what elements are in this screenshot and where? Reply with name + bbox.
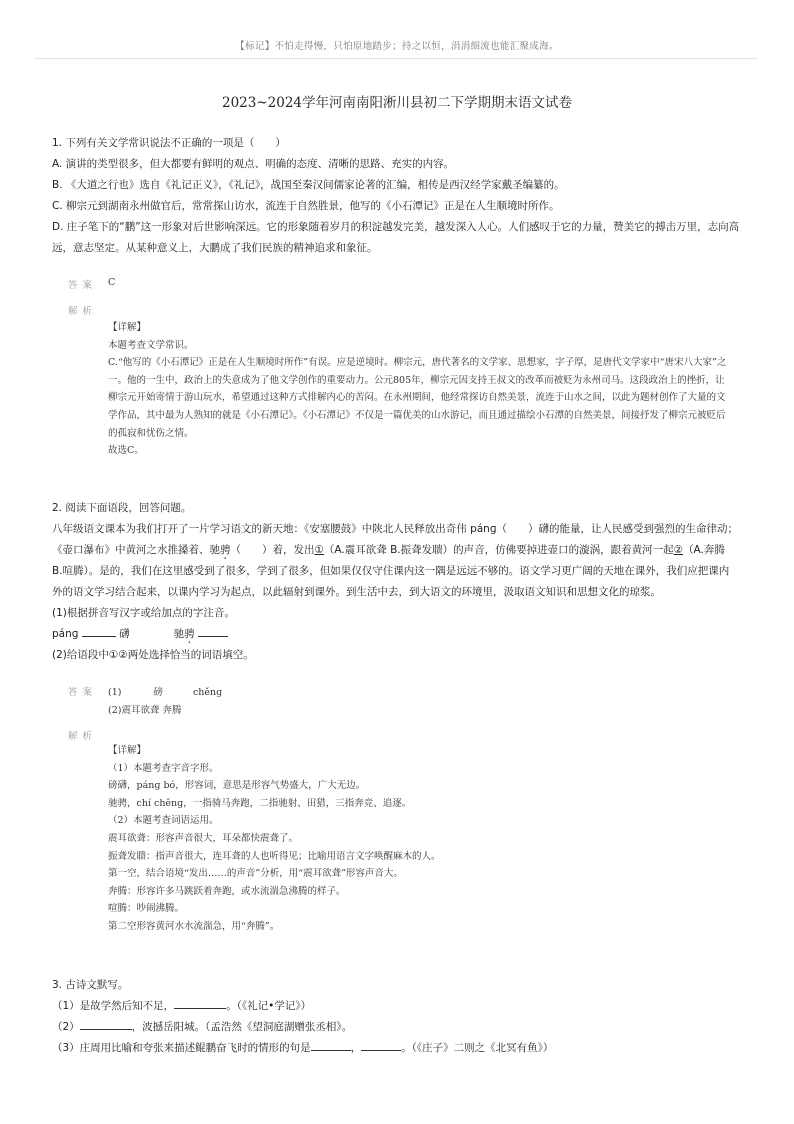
blank-marker-2: ②: [673, 544, 684, 556]
explanation-line: 震耳欲聋：形容声音很大，耳朵都快震聋了。: [108, 832, 299, 844]
answer-text: chěnɡ: [192, 687, 223, 698]
prompt-text: （1）是故学然后知不足，: [52, 1000, 175, 1012]
q2-sub-question-1: (1)根据拼音写汉字或给加点的字注音。: [52, 607, 235, 619]
q2-explanation: [108, 742, 728, 936]
dotted-char: 骋: [220, 544, 231, 556]
q3-line-3: [52, 1038, 553, 1059]
pinyin-prompt: pánɡ: [52, 628, 79, 640]
q1-option-b: B. 《大道之行也》选自《礼记正义》，《礼记》，战国至秦汉间儒家论著的汇编，相传是西汉经学家戴圣编纂的。: [52, 179, 565, 191]
q1-answer-label: 答案: [68, 280, 98, 291]
paragraph-text: （A.震耳欲聋 B.振聋发聩）的声音，仿佛要掉进壶口的漩涡，跟着黄河一起: [323, 544, 674, 556]
q2-stem: 2. 阅读下面语段，回答问题。: [52, 502, 192, 514]
header-motto: 【标记】不怕走得慢，只怕原地踏步；持之以恒，涓涓细流也能汇聚成海。: [235, 41, 559, 52]
explanation-line: 第二空形容黄河水水流湍急，用“奔腾”。: [108, 920, 280, 932]
q1-analysis-label: 解析: [68, 306, 98, 317]
q2-paragraph-line: B.喧腾）。是的，我们在这里感受到了很多，学到了很多，但如果仅仅守住课内这一隅是远远不够的。语文学习更广阔的天地在课外，我们应把课内: [52, 565, 730, 577]
answer-blank[interactable]: [82, 624, 116, 637]
q1-option-d: D. 庄子笔下的“鹏”这一形象对后世影响深远。它的形象随着岁月的积淀越发完美，越发深入人心。人们感叹于它的力量，赞美它的搏击万里，志向高远，意志坚定。从某种意义上，大鹏成了我们民族的精神追求和象征。: [52, 221, 740, 254]
detail-heading: 【详解】: [108, 322, 147, 333]
detail-heading: 【详解】: [108, 745, 147, 756]
q2-answer-2: (2)震耳欲聋 奔腾: [108, 705, 182, 716]
q2-answer-label: 答案: [68, 687, 98, 698]
q2-paragraph-line: [52, 540, 725, 562]
explanation-line: （2）本题考查词语运用。: [108, 815, 219, 827]
q2-sub-question-2: (2)给语段中①②两处选择恰当的词语填空。: [52, 649, 254, 661]
q1-stem: 1. 下列有关文学常识说法不正确的一项是（ ）: [52, 137, 286, 149]
answer-blank[interactable]: [311, 1038, 351, 1051]
prompt-text: 。（《庄子》二则之《北冥有鱼》）: [401, 1042, 554, 1054]
q3-line-1: [52, 996, 311, 1017]
answer-number: (1): [108, 687, 122, 698]
dotted-char: 骋: [184, 628, 195, 640]
q2-paragraph-line: 外的语文学习结合起来，以课内学习为起点，以此辐射到课外。到生活中去，到大语文的环境里，汲取语文知识和思想文化的琼浆。: [52, 586, 661, 598]
q3-line-2: [52, 1017, 352, 1038]
blank-marker-1: ①: [314, 544, 324, 556]
answer-blank[interactable]: [198, 624, 228, 637]
explanation-line: 故选C。: [108, 445, 144, 457]
answer-blank[interactable]: [80, 1017, 132, 1030]
paragraph-text: （A.奔腾: [683, 544, 725, 556]
explanation-line: C.“他写的《小石潭记》正是在人生顺境时所作”有误。应是逆境时。柳宗元，唐代著名的文学家、思想家，字子厚，是唐代文学家中“唐宋八大家”之一。他的一生中，政治上的失意成为了他文学创作的重要动力。公元805年，柳宗元因支持王叔文的改革而被贬为永州司马。这段政治上的挫折，让柳宗元开始寄情于游山玩水，希望通过这种方式排解内心的苦闷。在永州期间，他经常探访自然美景，流连于山水之间，以此为题材创作了大量的文学作品，其中最为人熟知的就是《小石潭记》。《小石潭记》不仅是一篇优美的山水游记，而且通过描绘小石潭的自然美景，间接抒发了柳宗元被贬后的孤寂和忧伤之情。: [108, 357, 727, 439]
prompt-text: ，波撼岳阳城。（孟浩然《望洞庭湖赠张丞相》。: [131, 1021, 353, 1033]
page-title: 2023~2024学年河南南阳淅川县初二下学期期末语文试卷: [221, 95, 573, 111]
explanation-line: 喧腾：吵闹沸腾。: [108, 903, 185, 915]
paragraph-text: 《壶口瀑布》中黄河之水推搡着、驰: [52, 544, 220, 556]
explanation-line: （1）本题考查字音字形。: [108, 762, 219, 774]
explanation-line: 第一空，结合语境“发出……的声音”分析，用“震耳欲聋”形容声音大。: [108, 868, 403, 880]
q2-paragraph-line: 八年级语文课本为我们打开了一片学习语文的新天地：《安塞腰鼓》中陕北人民释放出奇伟 pánɡ（ ）礴的能量，让人民感受到强烈的生命律动；: [52, 523, 739, 535]
explanation-line: 驰骋，chí chěnɡ，一指骑马奔跑，二指驰射、田猎，三指奔竞、追逐。: [108, 797, 412, 809]
char-prompt: 礴: [119, 628, 130, 640]
prompt-text: 。（《礼记•学记》）: [226, 1000, 312, 1012]
paragraph-text: （ ）着，发出: [230, 544, 315, 556]
answer-blank[interactable]: [361, 1038, 401, 1051]
prompt-text: （2）: [52, 1021, 80, 1033]
q1-option-c: C. 柳宗元到湖南永州做官后，常常探山访水，流连于自然胜景，他写的《小石潭记》正是在人生顺境时所作。: [52, 200, 560, 212]
prompt-text: ，: [350, 1042, 362, 1054]
header-divider: [34, 58, 758, 59]
prompt-text: （3）庄周用比喻和夸张来描述鲲鹏奋飞时的情形的句是: [52, 1042, 311, 1054]
q2-fill-line: [52, 624, 228, 646]
q1-explanation: [108, 319, 728, 460]
answer-text: 磅: [153, 687, 163, 698]
explanation-line: 振聋发聩：指声音很大，连耳聋的人也听得见；比喻用语言文字唤醒麻木的人。: [108, 850, 441, 862]
explanation-line: 磅礴，pánɡ bó，形容词，意思是形容气势盛大，广大无边。: [108, 780, 366, 792]
answer-blank[interactable]: [174, 996, 226, 1009]
char-prompt: 驰: [173, 628, 185, 640]
q1-option-a: A. 演讲的类型很多，但大都要有鲜明的观点、明确的态度、清晰的思路、充实的内容。: [52, 158, 455, 170]
q3-stem: 3. 古诗文默写。: [52, 979, 129, 991]
q2-answer-1: [108, 684, 222, 698]
explanation-line: 奔腾：形容许多马跳跃着奔跑，或水流湍急沸腾的样子。: [108, 885, 346, 897]
q2-analysis-label: 解析: [68, 731, 98, 742]
q1-answer: C: [108, 277, 116, 288]
explanation-line: 本题考查文学常识。: [108, 339, 194, 351]
